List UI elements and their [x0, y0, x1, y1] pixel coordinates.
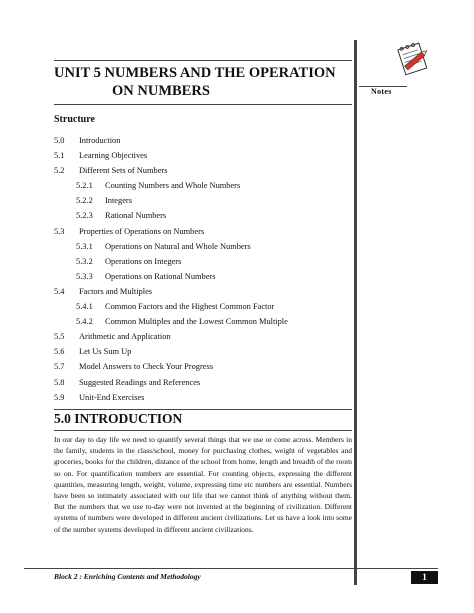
title-bottom-rule: [54, 104, 352, 105]
toc-item-text: Different Sets of Numbers: [79, 166, 168, 176]
toc-item-text: Operations on Integers: [105, 256, 182, 266]
toc-subitem: [54, 254, 288, 269]
toc-item: [54, 148, 288, 163]
toc-item-number: 5.3: [54, 226, 65, 236]
toc-subitem: [54, 299, 288, 314]
toc-item-text: Integers: [105, 196, 132, 206]
footer-block-title: Block 2 : Enriching Contents and Methodology: [54, 572, 201, 581]
toc-item-number: 5.1: [54, 151, 65, 161]
title-top-rule: [54, 60, 352, 61]
toc-subitem: [54, 314, 288, 329]
toc-item-number: 5.8: [54, 377, 65, 387]
structure-heading: Structure: [54, 114, 95, 125]
toc-item: [54, 344, 288, 359]
toc-item-text: Suggested Readings and References: [79, 377, 201, 387]
toc-item-number: 5.6: [54, 347, 65, 357]
toc-item: [54, 224, 288, 239]
toc-item-number: 5.3.3: [76, 271, 93, 281]
footer-rule: [24, 568, 438, 569]
toc-item: [54, 390, 288, 405]
toc-subitem: [54, 208, 288, 223]
notepad-pencil-icon: [393, 40, 431, 76]
toc-item-text: Common Factors and the Highest Common Factor: [105, 302, 275, 312]
toc-item-text: Arithmetic and Application: [79, 332, 171, 342]
toc-subitem: [54, 269, 288, 284]
toc-item-number: 5.5: [54, 332, 65, 342]
toc-item: [54, 329, 288, 344]
toc-item-text: Counting Numbers and Whole Numbers: [105, 181, 241, 191]
toc-item-number: 5.3.1: [76, 241, 93, 251]
toc-item-text: Common Multiples and the Lowest Common Multiple: [105, 317, 288, 327]
toc-item-number: 5.2.1: [76, 181, 93, 191]
table-of-contents: [54, 133, 288, 405]
toc-subitem: [54, 239, 288, 254]
toc-item-number: 5.4.2: [76, 317, 93, 327]
toc-item-text: Factors and Multiples: [79, 286, 153, 296]
unit-title-line-2: ON NUMBERS: [112, 83, 210, 99]
toc-item-number: 5.0: [54, 136, 65, 145]
introduction-paragraph: In our day to day life we need to quantify several things that we use or come across. Members in the family, students in the class/school, money for purchasing clothes, weight of vegetables and groceries, books for the children, distance of the school from home, length and breadth of the room so on. For quantification numbers are essential. For counting objects, expressing the different quantities, measuring length, weight, volume, expressing time etc numbers are essential. Numbers have been so intimately associated with our life that we cannot think of anything without them. But the numbers that we use to-day were not invented at the beginning of civilization. Different systems of numbers were developed in different ancient civilizations. Let us have a look into some of the number systems developed in different ancient civilizations.: [54, 435, 352, 534]
unit-title-line-1: UNIT 5 NUMBERS AND THE OPERATION: [54, 65, 336, 81]
toc-subitem: [54, 193, 288, 208]
toc-item: [54, 359, 288, 374]
toc-item-number: 5.4.1: [76, 302, 93, 312]
toc-item-text: Model Answers to Check Your Progress: [79, 362, 213, 372]
page-number: 1: [411, 571, 438, 584]
margin-vertical-rule: [354, 40, 357, 585]
toc-item-text: Operations on Natural and Whole Numbers: [105, 241, 251, 251]
toc-item-number: 5.2.3: [76, 211, 93, 221]
toc-item-text: Introduction: [79, 136, 121, 145]
toc-item-number: 5.7: [54, 362, 65, 372]
toc-item-number: 5.4: [54, 286, 65, 296]
toc-item: [54, 133, 288, 148]
toc-item-text: Properties of Operations on Numbers: [79, 226, 205, 236]
toc-item-text: Learning Objectives: [79, 151, 148, 161]
toc-item-number: 5.9: [54, 392, 65, 402]
toc-item-text: Operations on Rational Numbers: [105, 271, 216, 281]
toc-subitem: [54, 178, 288, 193]
toc-item-text: Let Us Sum Up: [79, 347, 132, 357]
toc-item: [54, 284, 288, 299]
unit-title: [54, 64, 336, 100]
toc-item-text: Rational Numbers: [105, 211, 167, 221]
introduction-heading: 5.0 INTRODUCTION: [54, 411, 183, 426]
toc-item-number: 5.3.2: [76, 256, 93, 266]
toc-item-text: Unit-End Exercises: [79, 392, 145, 402]
toc-item: [54, 163, 288, 178]
notes-label: Notes: [371, 87, 392, 96]
toc-item: [54, 375, 288, 390]
toc-item-number: 5.2.2: [76, 196, 93, 206]
toc-item-number: 5.2: [54, 166, 65, 176]
